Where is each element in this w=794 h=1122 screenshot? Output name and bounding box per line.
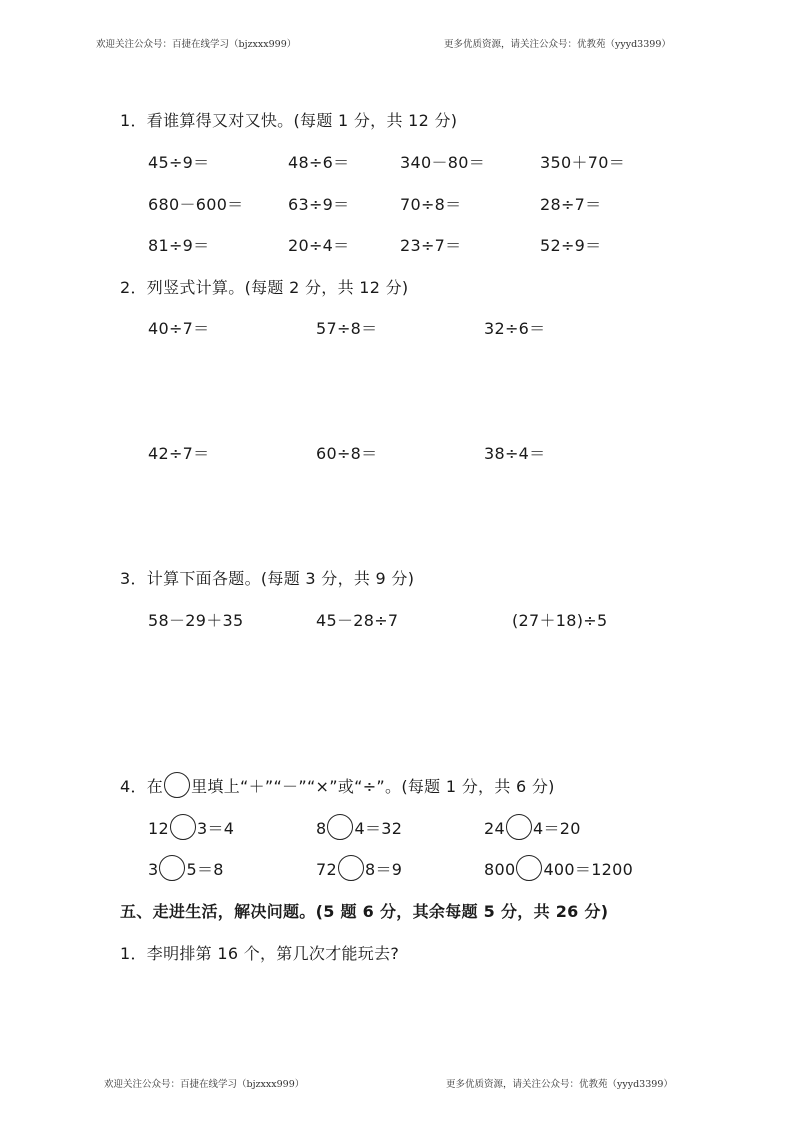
q1-item: 52÷9＝ (540, 236, 602, 255)
q1-item: 70÷8＝ (400, 195, 462, 214)
q1-item: 680－600＝ (148, 195, 244, 214)
q3-item: (27＋18)÷5 (512, 611, 608, 630)
q4-title-post: 里填上“＋”“－”“×”或“÷”。(每题 1 分，共 6 分) (191, 777, 555, 796)
q4-item: 800 400＝1200 (484, 857, 633, 881)
q1-item: 81÷9＝ (148, 236, 210, 255)
q4-item: 8 4＝32 (316, 816, 402, 840)
q1-item: 48÷6＝ (288, 153, 350, 172)
footer-left: 欢迎关注公众号：百捷在线学习（bjzxxx999） (104, 1079, 305, 1090)
header-left: 欢迎关注公众号：百捷在线学习（bjzxxx999） (96, 39, 297, 50)
q2-item: 40÷7＝ (148, 319, 210, 338)
q1-item: 63÷9＝ (288, 195, 350, 214)
answer-circle[interactable] (170, 814, 196, 840)
q4-item: 12 3＝4 (148, 816, 234, 840)
q2-item: 42÷7＝ (148, 444, 210, 463)
q4-item: 72 8＝9 (316, 857, 402, 881)
q2-title: 2．列竖式计算。(每题 2 分，共 12 分) (120, 278, 409, 297)
header-right: 更多优质资源，请关注公众号：优教苑（yyyd3399） (444, 39, 671, 50)
q3-title: 3．计算下面各题。(每题 3 分，共 9 分) (120, 569, 415, 588)
q4-item: 3 5＝8 (148, 857, 224, 881)
q1-item: 45÷9＝ (148, 153, 210, 172)
answer-circle[interactable] (506, 814, 532, 840)
q1-item: 350＋70＝ (540, 153, 625, 172)
answer-circle[interactable] (516, 855, 542, 881)
q4-title (120, 774, 555, 798)
q1-title: 1．看谁算得又对又快。(每题 1 分，共 12 分) (120, 111, 458, 130)
footer-right: 更多优质资源，请关注公众号：优教苑（yyyd3399） (446, 1079, 673, 1090)
q1-item: 20÷4＝ (288, 236, 350, 255)
q2-item: 38÷4＝ (484, 444, 546, 463)
q2-item: 57÷8＝ (316, 319, 378, 338)
q1-item: 23÷7＝ (400, 236, 462, 255)
q1-item: 340－80＝ (400, 153, 485, 172)
q2-item: 32÷6＝ (484, 319, 546, 338)
q3-item: 45－28÷7 (316, 611, 399, 630)
q2-item: 60÷8＝ (316, 444, 378, 463)
q4-title-pre: 4．在 (120, 777, 164, 796)
answer-circle[interactable] (327, 814, 353, 840)
q3-item: 58－29＋35 (148, 611, 244, 630)
answer-circle[interactable] (159, 855, 185, 881)
answer-circle (164, 772, 190, 798)
q4-item: 24 4＝20 (484, 816, 581, 840)
section5-title: 五、走进生活，解决问题。(5 题 6 分，其余每题 5 分，共 26 分) (120, 902, 609, 921)
answer-circle[interactable] (338, 855, 364, 881)
q1-item: 28÷7＝ (540, 195, 602, 214)
section5-q1: 1．李明排第 16 个，第几次才能玩去? (120, 944, 400, 963)
